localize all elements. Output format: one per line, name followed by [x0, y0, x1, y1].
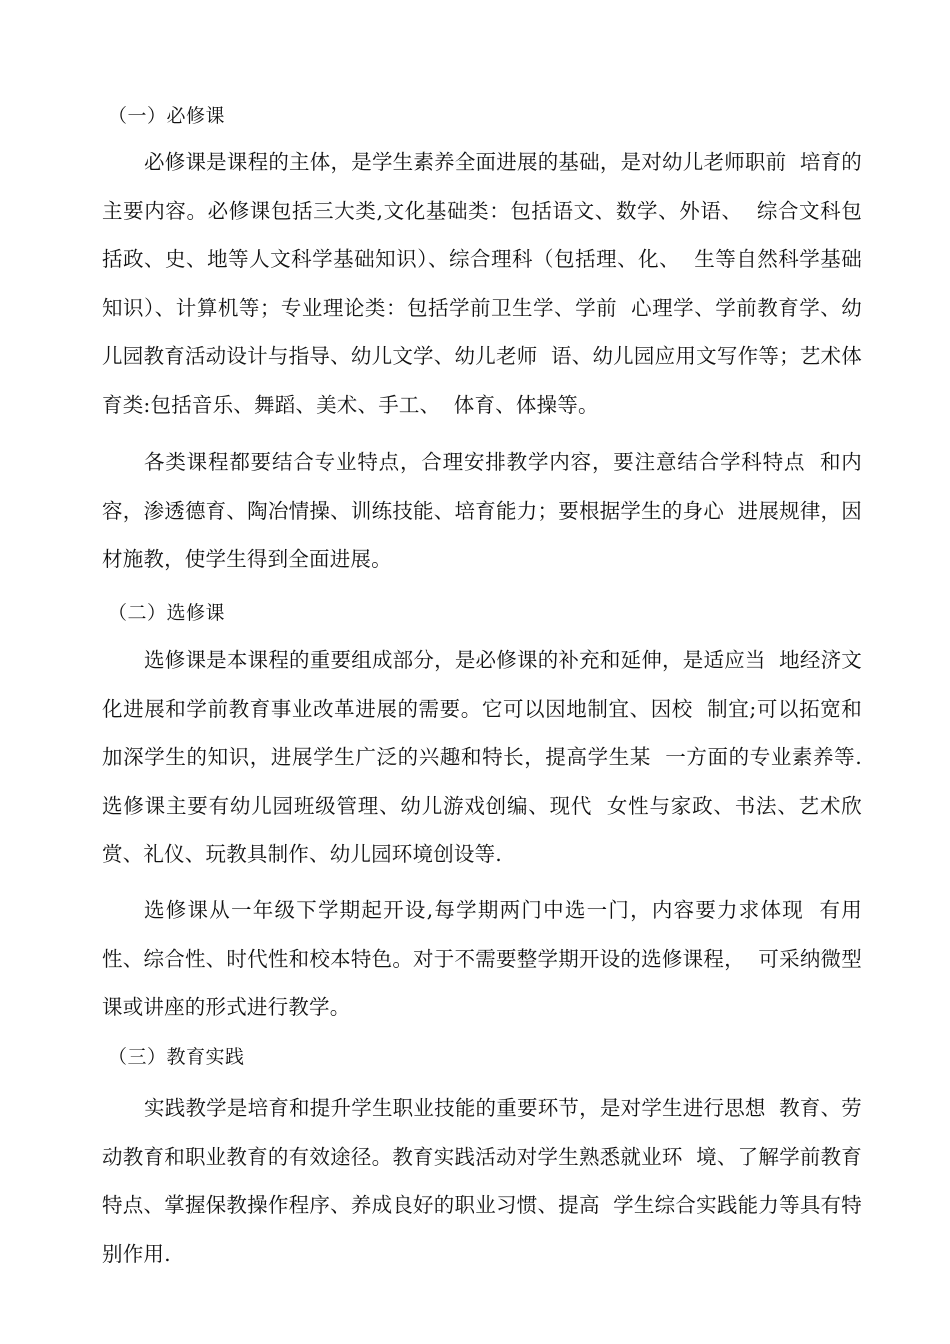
paragraph-required-courses-intro: [102, 138, 862, 429]
text-line: 括政、史、地等人文科学基础知识）、综合理科（包括理、化、 生等自然科学基础: [102, 247, 862, 271]
text-line: 选修课从一年级下学期起开设,每学期两门中选一门，内容要力求体现 有用: [144, 898, 862, 922]
text-line: 各类课程都要结合专业特点，合理安排教学内容，要注意结合学科特点 和内: [144, 450, 862, 474]
text-line: 课或讲座的形式进行教学。: [102, 995, 351, 1019]
text-line: 材施教，使学生得到全面进展。: [102, 547, 392, 571]
text-line: 容，渗透德育、陶冶情操、训练技能、培育能力；要根据学生的身心 进展规律，因: [102, 498, 862, 523]
text-line: 选修课主要有幼儿园班级管理、幼儿游戏创编、现代 女性与家政、书法、艺术欣: [102, 793, 862, 818]
text-line: 化进展和学前教育事业改革进展的需要。它可以因地制宜、因校 制宜;可以拓宽和: [102, 696, 862, 721]
section-heading-required-courses: （一）必修课: [108, 105, 226, 127]
text-line: 别作用.: [102, 1241, 171, 1266]
paragraph-elective-courses-intro: [102, 636, 862, 879]
text-line: 选修课是本课程的重要组成部分，是必修课的补充和延伸，是适应当 地经济文: [144, 648, 862, 672]
section-heading-elective-courses: （二）选修课: [108, 602, 226, 624]
text-line: 赏、礼仪、玩教具制作、幼儿园环境创设等.: [102, 842, 503, 866]
section-heading-education-practice: （三）教育实践: [108, 1046, 245, 1068]
text-line: 加深学生的知识，进展学生广泛的兴趣和特长，提高学生某 一方面的专业素养等.: [102, 745, 862, 769]
text-line: 主要内容。必修课包括三大类,文化基础类：包括语文、数学、外语、 综合文科包: [102, 198, 862, 223]
paragraph-elective-courses-schedule: [102, 886, 862, 1032]
text-line: 育类:包括音乐、舞蹈、美术、手工、 体育、体操等。: [102, 392, 599, 417]
text-line: 特点、掌握保教操作程序、养成良好的职业习惯、提高 学生综合实践能力等具有特: [102, 1193, 862, 1217]
text-line: 性、综合性、时代性和校本特色。对于不需要整学期开设的选修课程， 可采纳微型: [102, 946, 862, 971]
paragraph-required-courses-principles: [102, 438, 862, 584]
text-line: 必修课是课程的主体，是学生素养全面进展的基础，是对幼儿老师职前 培育的: [144, 150, 862, 174]
text-line: 儿园教育活动设计与指导、幼儿文学、幼儿老师 语、幼儿园应用文写作等；艺术体: [102, 344, 862, 368]
text-line: 动教育和职业教育的有效途径。教育实践活动对学生熟悉就业环 境、了解学前教育: [102, 1144, 862, 1169]
text-line: 知识）、计算机等；专业理论类：包括学前卫生学、学前 心理学、学前教育学、幼: [102, 295, 862, 320]
text-line: 实践教学是培育和提升学生职业技能的重要环节，是对学生进行思想 教育、劳: [144, 1096, 862, 1120]
paragraph-education-practice: [102, 1084, 862, 1278]
